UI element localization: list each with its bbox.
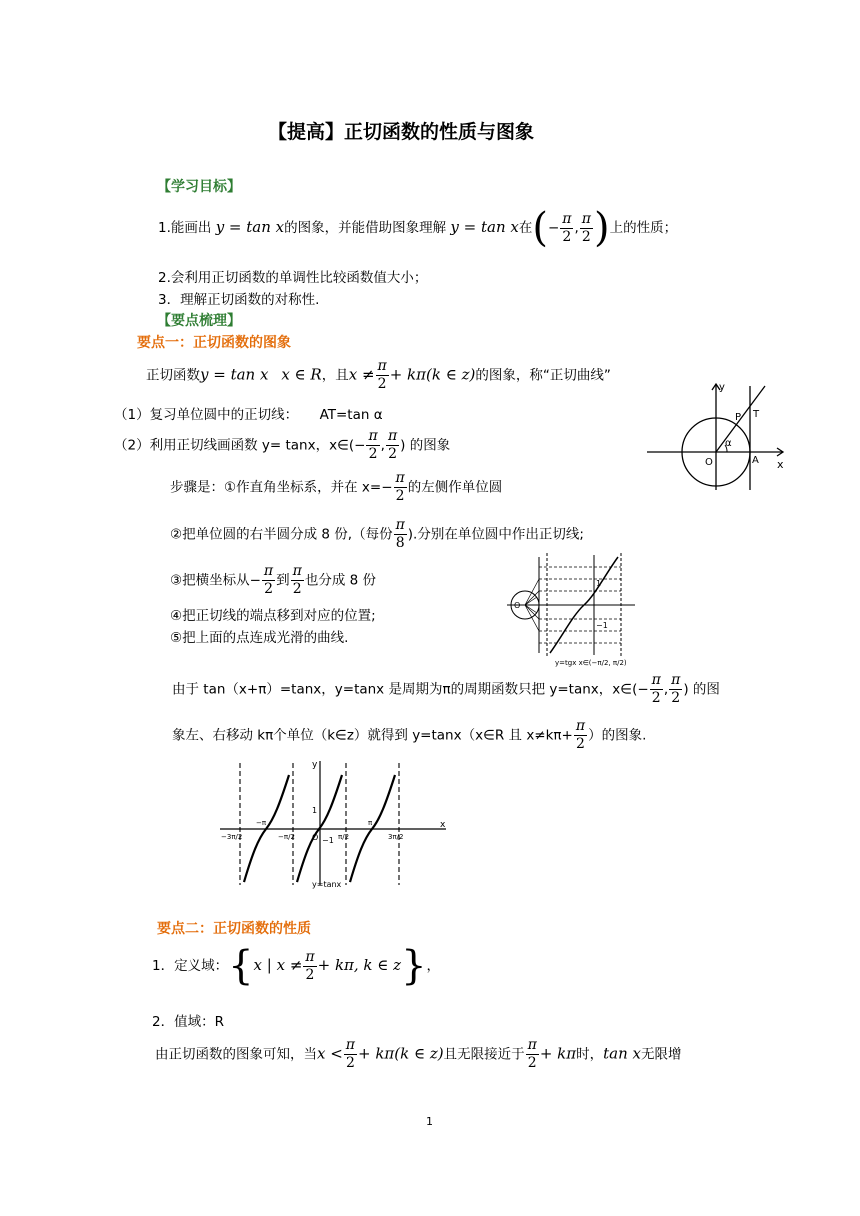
section-points-heading: 【要点梳理】 xyxy=(157,313,241,329)
fig3-y-label: y xyxy=(312,760,318,770)
point1-heading: 要点一：正切函数的图象 xyxy=(137,335,291,351)
fig3-m3pi2-label: −3π/2 xyxy=(221,833,243,841)
fig3-neg-one-label: −1 xyxy=(322,836,334,845)
fig1-o-label: O xyxy=(705,457,713,468)
step-5: ⑤把上面的点连成光滑的曲线. xyxy=(170,630,349,646)
item-1: （1）复习单位圆中的正切线： AT=tan α xyxy=(114,407,383,423)
page-number: 1 xyxy=(426,1115,433,1128)
fig3-mpi2-label: −π/2 xyxy=(278,833,295,841)
fig2-neg-one-label: −1 xyxy=(596,621,608,630)
tan-graph-figure xyxy=(218,757,453,892)
item-2: （2）利用正切线画函数 y= tanx，x∈(− $\frac{\pi}{2}$ , $\frac{\pi}{2}$ ) 的图象 xyxy=(114,428,451,462)
fig1-alpha-label: α xyxy=(725,438,732,449)
fig2-o-label: O xyxy=(514,601,521,610)
fig3-p3pi2-label: 3π/2 xyxy=(388,833,404,841)
unit-circle-figure xyxy=(643,378,793,493)
step-1: 步骤是：①作直角坐标系，并在 x=− $\frac{\pi}{2}$ 的左侧作单位圆 xyxy=(170,470,503,504)
fig1-y-label: y xyxy=(719,382,725,393)
goal-3: 3．理解正切函数的对称性. xyxy=(158,292,320,308)
section-goals-heading: 【学习目标】 xyxy=(157,179,241,195)
fig3-o-label: O xyxy=(312,833,319,842)
fig2-one-label: 1 xyxy=(596,579,602,588)
goal-2: 2.会利用正切函数的单调性比较函数值大小； xyxy=(158,270,428,286)
point2-heading: 要点二：正切函数的性质 xyxy=(157,921,311,937)
fig3-x-label: x xyxy=(440,820,446,830)
fig1-x-label: x xyxy=(777,458,784,471)
fig1-p-label: P xyxy=(735,412,742,423)
fig3-pi-label: π xyxy=(368,819,373,827)
tan-definition: 正切函数y = tan x x ∈ R，且x ≠ $\frac{\pi}{2}$ + kπ(k ∈ z)的图象，称“正切曲线” xyxy=(146,358,611,392)
page-title: 【提高】正切函数的性质与图象 xyxy=(268,121,535,143)
monotonic-line: 由正切函数的图象可知，当x < $\frac{\pi}{2}$ + kπ(k ∈ z)且无限接近于 $\frac{\pi}{2}$ + kπ时，tan x无限增 xyxy=(155,1037,682,1071)
fig1-t-label: T xyxy=(753,409,760,420)
fig3-mpi-label: −π xyxy=(256,819,267,827)
goal-1: 1.能画出 y = tan x的图象，并能借助图象理解 y = tan x在(− $\frac{\pi}{2}$ , $\frac{\pi}{2}$ )上的性质； xyxy=(158,205,678,251)
fig1-a-label: A xyxy=(752,455,759,466)
step-4: ④把正切线的端点移到对应的位置; xyxy=(170,608,376,624)
fig3-pi2-label: π/2 xyxy=(338,833,350,841)
fig3-one-label: 1 xyxy=(312,806,318,815)
fig2-caption: y=tgx x∈(−π/2, π/2) xyxy=(555,659,627,667)
range-line: 2．值域：R xyxy=(152,1014,224,1030)
period-line-2: 象左、右移动 kπ个单位（k∈z）就得到 y=tanx（x∈R 且 x≠kπ+ $\frac{\pi}{2}$ ）的图象. xyxy=(172,718,647,752)
construction-figure xyxy=(505,549,640,667)
step-2: ②把单位圆的右半圆分成 8 份,（每份 $\frac{\pi}{8}$ ).分别在单位圆中作出正切线; xyxy=(170,517,584,551)
fig3-caption: y=tanx xyxy=(312,880,342,889)
period-line-1: 由于 tan（x+π）=tanx，y=tanx 是周期为π的周期函数只把 y=tanx，x∈(− $\frac{\pi}{2}$ , $\frac{\pi}{2}$ ) 的图 xyxy=(172,672,720,706)
domain-line: 1．定义域：{x | x ≠ $\frac{\pi}{2}$ + kπ, k ∈ z}， xyxy=(152,943,441,989)
step-3: ③把横坐标从− $\frac{\pi}{2}$ 到 $\frac{\pi}{2}$ 也分成 8 份 xyxy=(170,563,376,597)
